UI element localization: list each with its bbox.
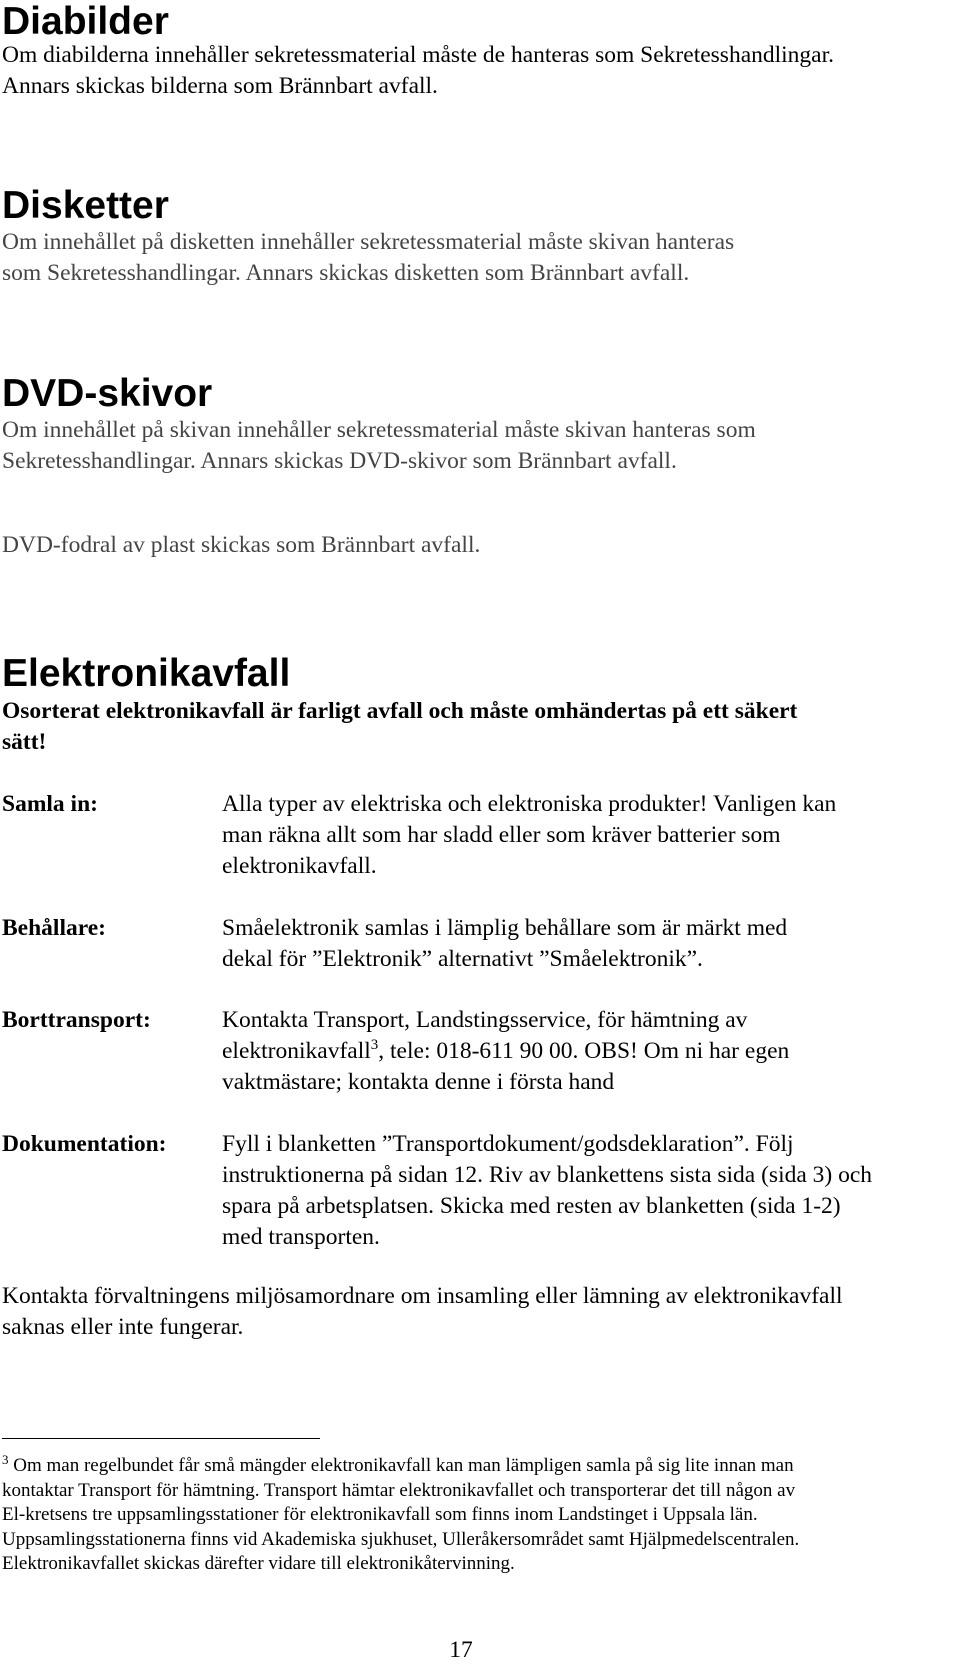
paragraph-disketter [2,227,942,289]
value-dokumentation [222,1129,952,1253]
text-line [2,1454,947,1479]
text-line: El-kretsens tre uppsamlingsstationer för elektronikavfall som finns inom Landstinget i Uppsala län. [2,1504,758,1525]
text-line: spara på arbetsplatsen. Skicka med resten av blanketten (sida 1-2) [222,1193,841,1219]
text-line: Osorterat elektronikavfall är farligt avfall och måste omhändertas på ett säkert [2,698,798,724]
label-samla-in: Samla in: [2,791,98,817]
text-line: vaktmästare; kontakta denne i första hand [222,1069,615,1095]
value-borttransport [222,1005,952,1098]
text-line: instruktionerna på sidan 12. Riv av blankettens sista sida (sida 3) och [222,1162,873,1188]
paragraph-diabilder [2,40,942,102]
footnote-separator [2,1438,320,1439]
text-line: Elektronikavfallet skickas därefter vidare till elektronikåtervinning. [2,1553,515,1574]
footnote [2,1454,947,1577]
text-line: Småelektronik samlas i lämplig behållare som är märkt med [222,915,788,941]
value-samla-in [222,789,952,882]
text-line: Fyll i blanketten ”Transportdokument/godsdeklaration”. Följ [222,1131,794,1157]
page-number: 17 [449,1637,473,1663]
text-line: Om innehållet på disketten innehåller sekretessmaterial måste skivan hanteras [2,229,735,255]
text-line: Sekretesshandlingar. Annars skickas DVD-skivor som Brännbart avfall. [2,448,677,474]
label-borttransport: Borttransport: [2,1007,151,1033]
text-line [222,1036,952,1067]
value-behallare [222,913,952,975]
heading-elektronikavfall: Elektronikavfall [2,652,291,695]
paragraph-dvd-fodral [2,530,942,561]
text-line: DVD-fodral av plast skickas som Brännbart avfall. [2,532,481,558]
footnote-marker: 3 [2,1452,9,1467]
text-line: Kontakta Transport, Landstingsservice, för hämtning av [222,1007,748,1033]
heading-dvd-skivor: DVD-skivor [2,372,213,415]
footnote-reference: 3 [370,1037,379,1053]
heading-disketter: Disketter [2,184,169,227]
text-line: saknas eller inte fungerar. [2,1314,244,1340]
text-line: sätt! [2,729,47,755]
paragraph-dvd-skivor [2,415,942,477]
label-behallare: Behållare: [2,915,106,941]
text-segment: Om man regelbundet får små mängder elektronikavfall kan man lämpligen samla på sig lite innan man [8,1455,794,1476]
text-line: elektronikavfall. [222,853,377,879]
text-line: dekal för ”Elektronik” alternativt ”Småelektronik”. [222,946,703,972]
text-line: Annars skickas bilderna som Brännbart avfall. [2,73,438,99]
text-line: man räkna allt som har sladd eller som kräver batterier som [222,822,781,848]
text-segment: , tele: 018-611 90 00. OBS! Om ni har egen [378,1038,790,1064]
label-dokumentation: Dokumentation: [2,1131,167,1157]
text-line: Om diabilderna innehåller sekretessmaterial måste de hanteras som Sekretesshandlingar. [2,42,835,68]
text-line: Uppsamlingsstationerna finns vid Akademiska sjukhuset, Ulleråkersområdet samt Hjälpmedelscentralen. [2,1528,800,1550]
paragraph-kontakta-miljosamordnare [2,1281,942,1343]
text-line: Alla typer av elektriska och elektroniska produkter! Vanligen kan [222,791,837,817]
text-segment: elektronikavfall [222,1038,371,1064]
text-line: Kontakta förvaltningens miljösamordnare om insamling eller lämning av elektronikavfall [2,1283,843,1309]
text-line: Om innehållet på skivan innehåller sekretessmaterial måste skivan hanteras som [2,417,756,443]
text-line: kontaktar Transport för hämtning. Transport hämtar elektronikavfallet och transporterar det till någon av [2,1479,796,1501]
warning-elektronikavfall [2,696,942,758]
text-line: med transporten. [222,1224,380,1250]
text-line: som Sekretesshandlingar. Annars skickas disketten som Brännbart avfall. [2,260,690,286]
heading-diabilder: Diabilder [2,0,169,43]
